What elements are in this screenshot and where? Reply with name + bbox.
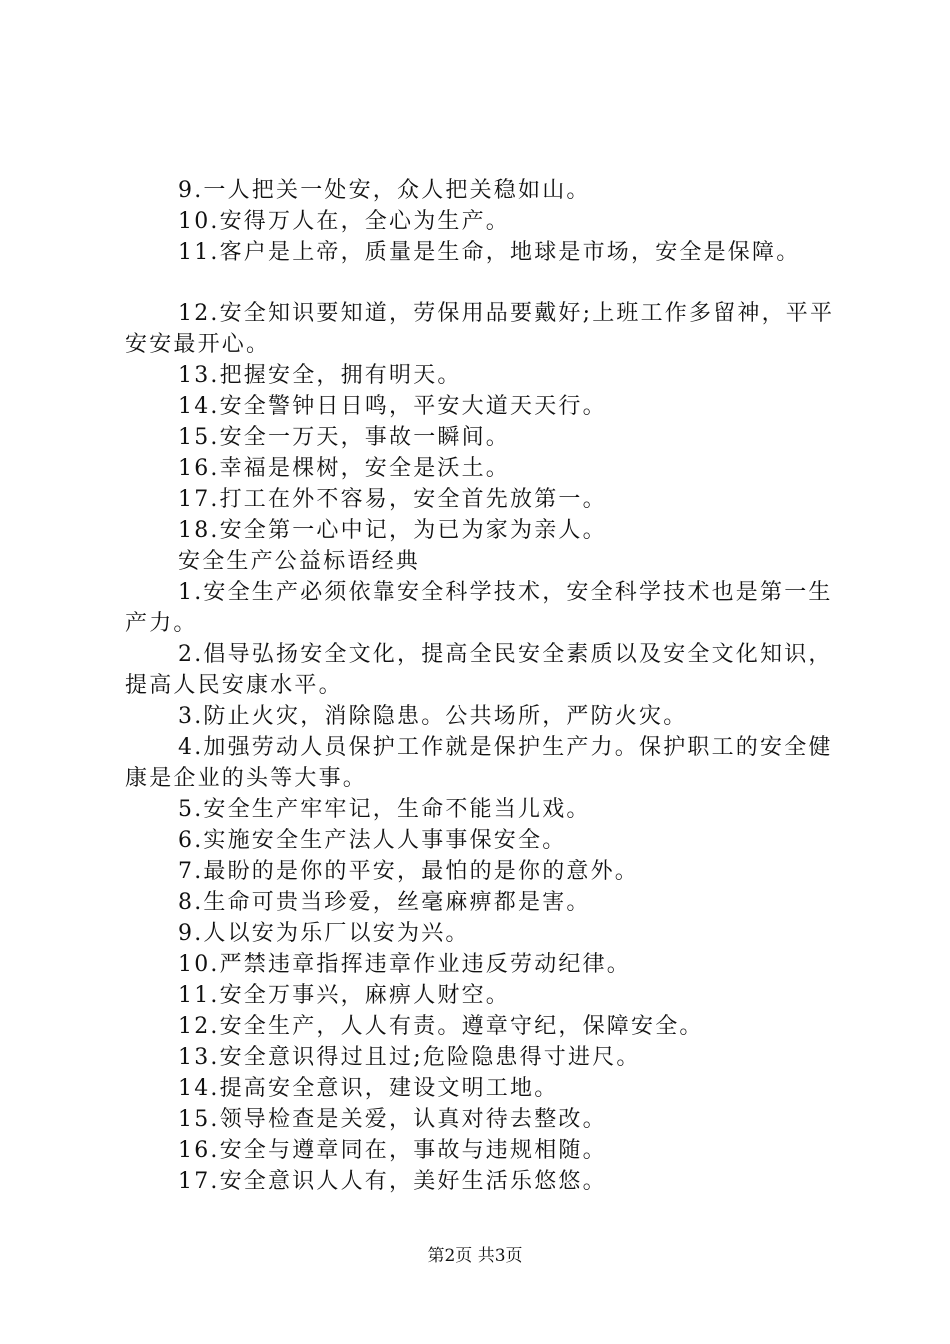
slogan-line: 16.安全与遵章同在，事故与违规相随。	[178, 1138, 607, 1163]
slogan-line: 8.生命可贵当珍爱，丝毫麻痹都是害。	[178, 890, 591, 915]
slogan-line: 11.安全万事兴，麻痹人财空。	[178, 983, 510, 1008]
section-heading: 安全生产公益标语经典	[178, 549, 421, 574]
slogan-line: 15.领导检查是关爱，认真对待去整改。	[178, 1107, 607, 1132]
slogan-paragraph: 1.安全生产必须依靠安全科学技术，安全科学技术也是第一生产力。	[125, 580, 833, 636]
slogan-line: 6.实施安全生产法人人事事保安全。	[178, 828, 567, 853]
slogan-line: 17.打工在外不容易，安全首先放第一。	[178, 487, 607, 512]
slogan-line: 13.安全意识得过且过;危险隐患得寸进尺。	[178, 1045, 641, 1070]
document-body	[125, 175, 837, 1197]
slogan-line: 18.安全第一心中记，为已为家为亲人。	[178, 518, 607, 543]
slogan-line: 10.严禁违章指挥违章作业违反劳动纪律。	[178, 952, 631, 977]
slogan-line: 10.安得万人在，全心为生产。	[178, 209, 510, 234]
slogan-line: 14.提高安全意识，建设文明工地。	[178, 1076, 559, 1101]
slogan-line: 16.幸福是棵树，安全是沃土。	[178, 456, 510, 481]
slogan-line: 7.最盼的是你的平安，最怕的是你的意外。	[178, 859, 639, 884]
slogan-paragraph: 12.安全知识要知道，劳保用品要戴好;上班工作多留神，平平安安最开心。	[125, 301, 835, 357]
slogan-line: 5.安全生产牢牢记，生命不能当儿戏。	[178, 797, 591, 822]
slogan-paragraph: 2.倡导弘扬安全文化，提高全民安全素质以及安全文化知识，提高人民安康水平。	[125, 642, 833, 698]
paragraph-gap	[125, 268, 837, 298]
slogan-line: 3.防止火灾，消除隐患。公共场所，严防火灾。	[178, 704, 688, 729]
slogan-line: 13.把握安全，拥有明天。	[178, 363, 462, 388]
slogan-line: 9.人以安为乐厂以安为兴。	[178, 921, 470, 946]
slogan-line: 17.安全意识人人有，美好生活乐悠悠。	[178, 1169, 607, 1194]
slogan-line: 14.安全警钟日日鸣，平安大道天天行。	[178, 394, 607, 419]
slogan-line: 11.客户是上帝，质量是生命，地球是市场，安全是保障。	[178, 240, 801, 265]
slogan-line: 9.一人把关一处安，众人把关稳如山。	[178, 178, 591, 203]
slogan-paragraph: 4.加强劳动人员保护工作就是保护生产力。保护职工的安全健康是企业的头等大事。	[125, 735, 833, 791]
slogan-line: 12.安全生产，人人有责。遵章守纪，保障安全。	[178, 1014, 704, 1039]
slogan-line: 15.安全一万天，事故一瞬间。	[178, 425, 510, 450]
page-footer: 第2页 共3页	[427, 1246, 523, 1266]
